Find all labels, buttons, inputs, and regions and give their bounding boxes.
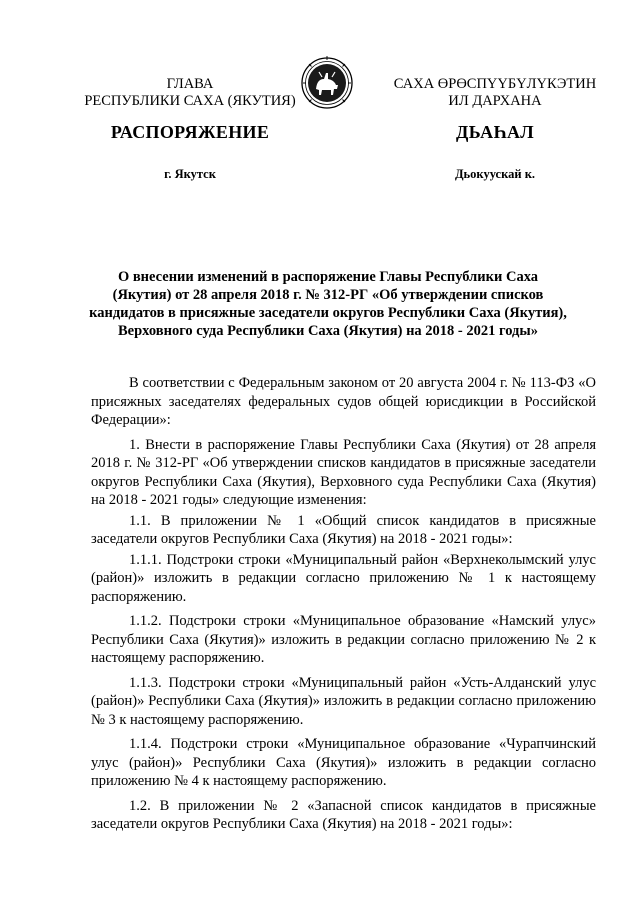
paragraph-1-2: 1.2. В приложении № 2 «Запасной список кандидатов в присяжные заседатели округов Республики Саха (Якутия) на 2018 - 2021 годы»: (91, 797, 596, 832)
issuer-line-2-sakha: ИЛ ДАРХАНА (448, 93, 542, 109)
doc-type-ru: РАСПОРЯЖЕНИЕ (110, 122, 270, 142)
paragraph-1-1: 1.1. В приложении № 1 «Общий список кандидатов в присяжные заседатели округов Республики Саха (Якутия) на 2018 - 2021 годы»: (91, 512, 596, 547)
coat-of-arms-emblem (300, 55, 354, 111)
paragraph-1-1-1: 1.1.1. Подстроки строки «Муниципальный район «Верхнеколымский улус (район)» изложить в редакции согласно приложению № 1 к настоящему распоряжению. (91, 551, 596, 605)
paragraph-1: 1. Внести в распоряжение Главы Республики Саха (Якутия) от 28 апреля 2018 г. № 312-РГ «Об утверждении списков кандидатов в присяжные заседатели округов Республики Саха (Якутия), Верховного суда Республики Саха (Якутия) на 2018 - 2021 годы» следующие изменения: (91, 436, 596, 508)
place-ru: г. Якутск (164, 167, 216, 181)
issuer-line-1-ru: ГЛАВА (166, 76, 214, 92)
document-body (91, 374, 596, 836)
issuer-line-1-sakha: САХА ӨРӨСПҮҮБҮЛҮКЭТИН (393, 76, 597, 92)
issuer-line-2-ru: РЕСПУБЛИКИ САХА (ЯКУТИЯ) (84, 93, 296, 109)
paragraph-1-1-2: 1.1.2. Подстроки строки «Муниципальное образование «Намский улус» Республики Саха (Якутия)» изложить в редакции согласно приложению № 2 к настоящему распоряжению. (91, 613, 596, 666)
issuer-header-sakha (386, 76, 604, 110)
issuer-header-ru (70, 76, 310, 110)
place-sakha: Дьокуускай к. (454, 167, 536, 181)
doc-type-sakha: ДЬАҺАЛ (456, 122, 534, 142)
document-title: О внесении изменений в распоряжение Главы Республики Саха (Якутия) от 28 апреля 2018 г. № 312-РГ «Об утверждении списков кандидатов в присяжные заседатели округов Республики Саха (Якутия), Верховного суда Республики Саха (Якутия) на 2018 - 2021 годы» (89, 269, 567, 339)
paragraph-1-1-3: 1.1.3. Подстроки строки «Муниципальный район «Усть-Алданский улус (район)» Республики Саха (Якутия)» изложить в редакции согласно приложению № 3 к настоящему распоряжению. (91, 674, 596, 728)
paragraph-preamble: В соответствии с Федеральным законом от 20 августа 2004 г. № 113-ФЗ «О присяжных заседателях федеральных судов общей юрисдикции в Российской Федерации»: (91, 375, 596, 428)
paragraph-1-1-4: 1.1.4. Подстроки строки «Муниципальное образование «Чурапчинский улус (район)» Республики Саха (Якутия)» изложить в редакции согласно приложению № 4 к настоящему распоряжению. (91, 736, 596, 789)
